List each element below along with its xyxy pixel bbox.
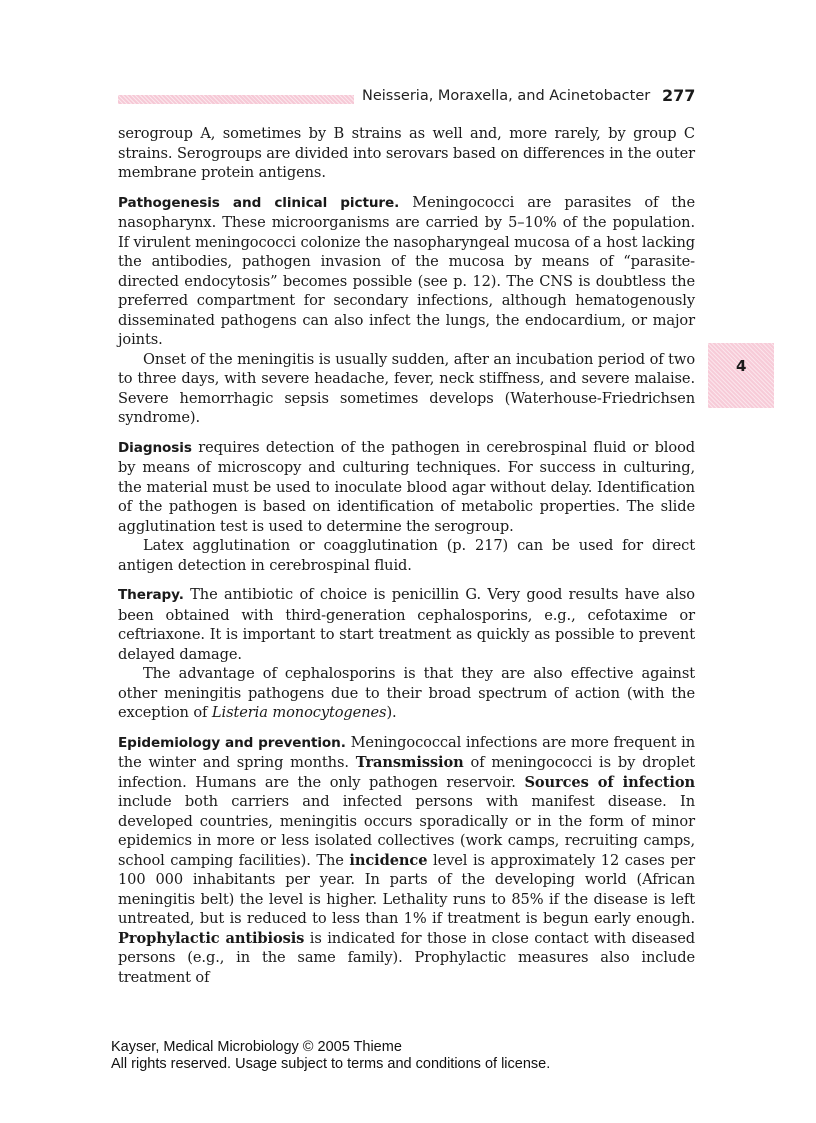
cephalosporins-text: The advantage of cephalosporins is that they are also effective against other meningitis pathogens due to their broad spectrum of action (with the exception of (118, 665, 695, 721)
cephalosporins-paragraph (118, 664, 695, 723)
chapter-tab (708, 343, 774, 408)
transmission-term: Transmission (355, 754, 464, 771)
sources-term: Sources of infection (524, 773, 695, 791)
running-title: Neisseria, Moraxella, and Acinetobacter (362, 88, 651, 104)
therapy-text: The antibiotic of choice is penicillin G. Very good results have also been obtained with third-generation cephalosporins, e.g., cefotaxime or ceftriaxone. It is important to start treatment as quickly as possible to prevent delayed damage. (118, 586, 695, 663)
footer (111, 1039, 550, 1073)
epidemiology-text-e: is indicated for those in close contact with diseased persons (e.g., in the same family). Prophylactic measures also include treatment of (118, 929, 696, 986)
footer-copyright: Kayser, Medical Microbiology © 2005 Thieme (111, 1039, 402, 1055)
header-decorative-bar (118, 95, 354, 104)
pathogenesis-paragraph (118, 193, 695, 350)
epidemiology-text-b: of meningococci is by droplet infection. Humans are the only pathogen reservoir. (118, 754, 695, 791)
therapy-heading: Therapy. (118, 587, 184, 603)
epidemiology-paragraph (118, 733, 695, 988)
intro-paragraph: serogroup A, sometimes by B strains as well and, more rarely, by group C strains. Serogroups are divided into serovars based on differences in the outer membrane protein antigens. (118, 125, 695, 181)
body-text (118, 124, 695, 987)
diagnosis-text: requires detection of the pathogen in cerebrospinal fluid or blood by means of microscopy and culturing techniques. For success in culturing, the material must be used to inoculate blood agar without delay. Identification of the pathogen is based on identification of metabolic properties. The slide agglutination test is used to determine the serogroup. (118, 438, 695, 535)
footer-license: All rights reserved. Usage subject to terms and conditions of license. (111, 1056, 551, 1072)
epidemiology-heading: Epidemiology and prevention. (118, 734, 346, 751)
latex-paragraph: Latex agglutination or coagglutination (p. 217) can be used for direct antigen detection in cerebrospinal fluid. (118, 537, 695, 574)
diagnosis-heading: Diagnosis (118, 439, 192, 456)
onset-paragraph: Onset of the meningitis is usually sudden, after an incubation period of two to three days, with severe headache, fever, neck stiffness, and severe malaise. Severe hemorrhagic sepsis sometimes develops (Waterhouse-Friedrichsen syndrome). (118, 350, 695, 426)
prophylactic-term: Prophylactic antibiosis (118, 929, 305, 947)
cephalosporins-text-end: ). (386, 704, 397, 721)
incidence-term: incidence (349, 851, 428, 869)
pathogenesis-text: Meningococci are parasites of the nasopharynx. These microorganisms are carried by 5–10% of the population. If virulent meningococci colonize the nasopharyngeal mucosa of a host lacking the antibodies, pathogen invasion of the mucosa by means of “parasite-directed endocytosis” becomes possible (see p. 12). The CNS is doubtless the preferred compartment for secondary infections, although hematogenously disseminated pathogens can also infect the lungs, the endocardium, or major joints. (118, 193, 696, 348)
diagnosis-paragraph (118, 438, 695, 537)
epidemiology-text-a: Meningococcal infections are more frequent in the winter and spring months. (118, 733, 695, 771)
chapter-number: 4 (736, 357, 747, 375)
therapy-paragraph (118, 585, 695, 664)
page-number: 277 (662, 86, 696, 105)
epidemiology-text-d: level is approximately 12 cases per 100 000 inhabitants per year. In parts of the developing world (African meningitis belt) the level is higher. Lethality runs to 85% if the disease is left untreated, but is reduced to less than 1% if treatment is begun early enough. (118, 851, 696, 927)
listeria-italic: Listeria monocytogenes (211, 704, 387, 721)
pathogenesis-heading: Pathogenesis and clinical picture. (118, 194, 400, 211)
epidemiology-text-c: include both carriers and infected persons with manifest disease. In developed countries, meningitis occurs sporadically or in the form of minor epidemics in more or less isolated collectives (work camps, recruiting camps, school camping facilities). The (118, 793, 695, 869)
